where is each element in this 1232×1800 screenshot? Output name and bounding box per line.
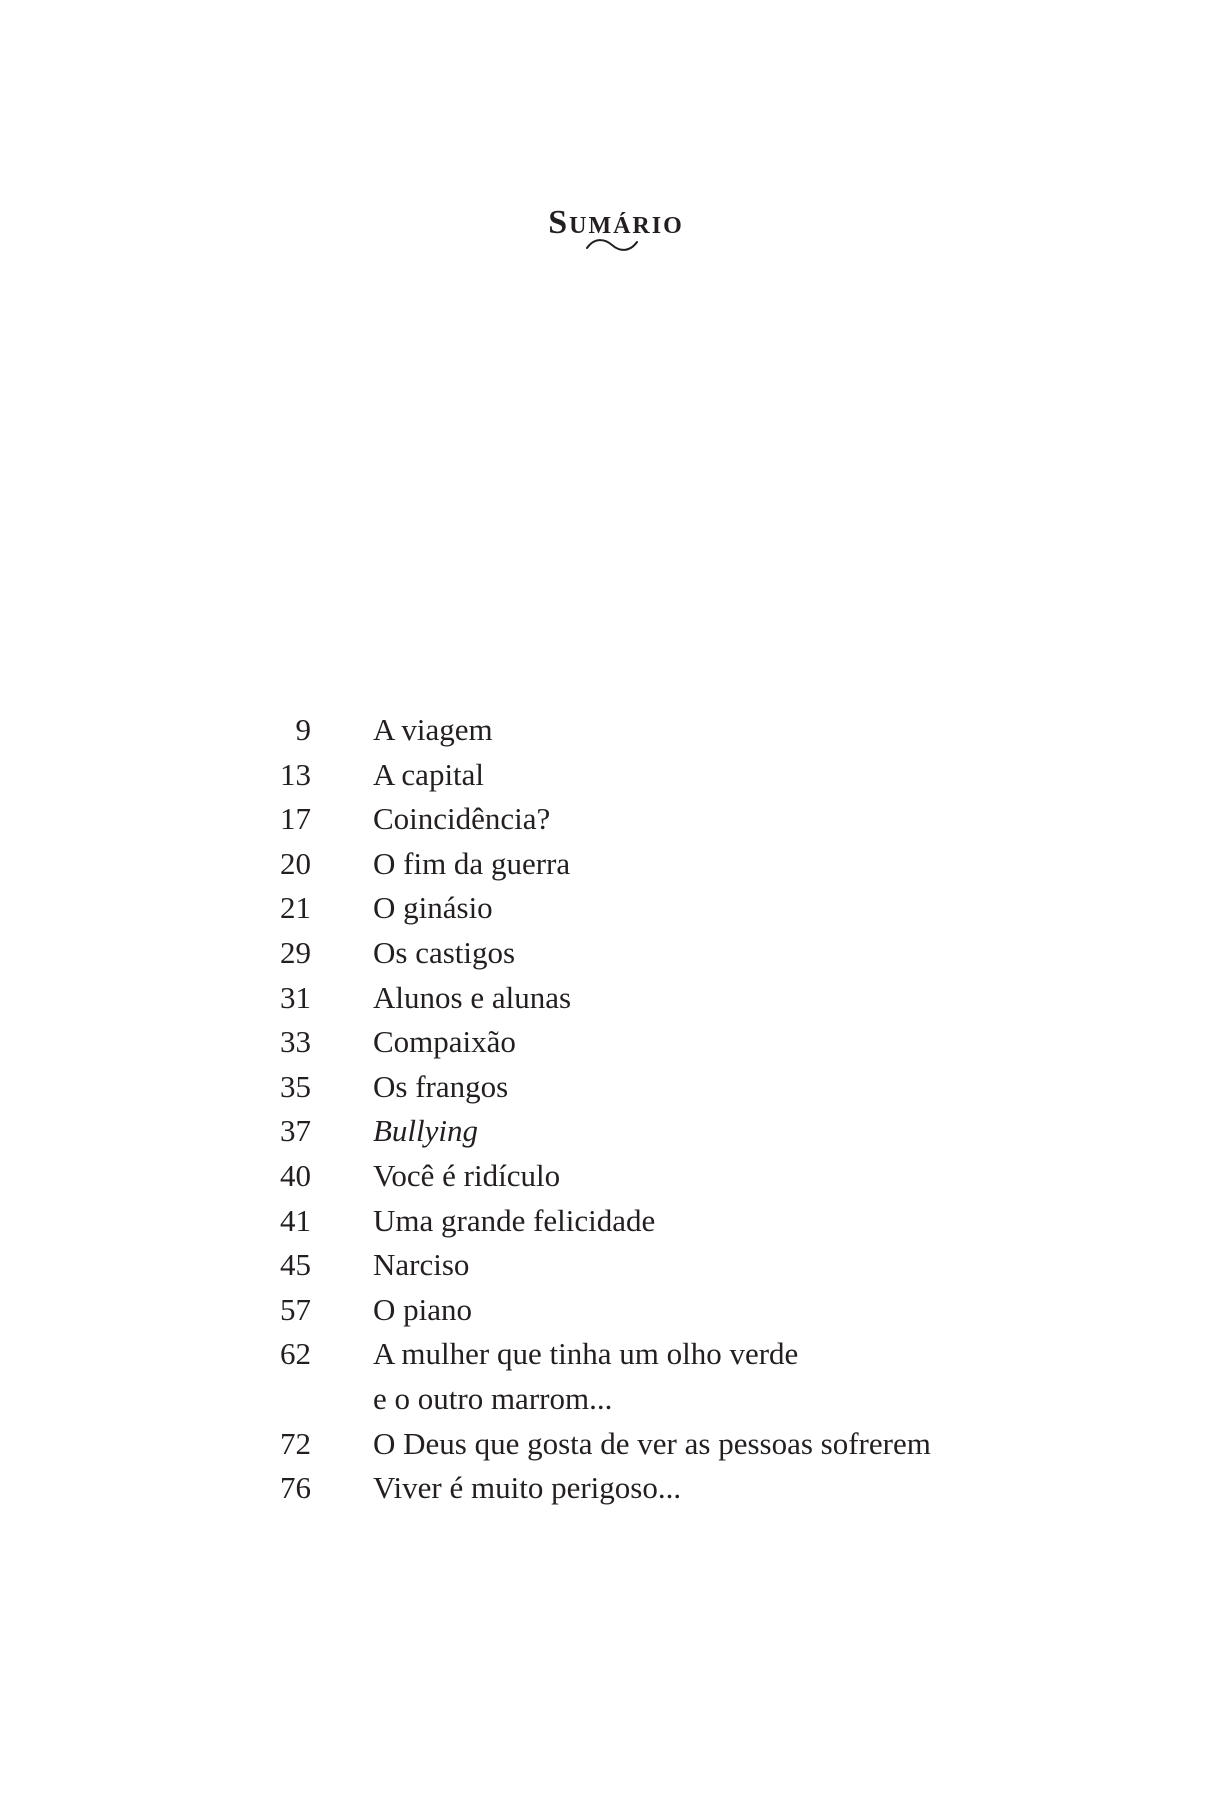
toc-page-number: 17 — [280, 801, 311, 837]
toc-chapter-title: Uma grande felicidade — [373, 1202, 656, 1238]
toc-chapter-title: O Deus que gosta de ver as pessoas sofrerem — [373, 1425, 931, 1461]
toc-entry[interactable] — [270, 1020, 1090, 1065]
toc-chapter-title: O piano — [373, 1291, 473, 1327]
toc-page-number: 9 — [295, 712, 311, 747]
tilde-ornament-icon — [584, 236, 640, 254]
toc-page-number: 41 — [280, 1202, 311, 1238]
toc-chapter-title: Os castigos — [373, 934, 516, 970]
toc-entry[interactable] — [270, 1288, 1090, 1333]
toc-page-number: 45 — [280, 1247, 311, 1283]
toc-page-number: 37 — [280, 1113, 311, 1149]
toc-entry-multiline[interactable] — [270, 1332, 1090, 1421]
toc-entry[interactable] — [270, 1109, 1090, 1154]
toc-entry[interactable] — [270, 842, 1090, 887]
toc-entry[interactable] — [270, 1154, 1090, 1199]
toc-chapter-title: O fim da guerra — [373, 845, 571, 881]
toc-entry[interactable] — [270, 1466, 1090, 1511]
toc-chapter-title: Coincidência? — [373, 801, 551, 837]
toc-chapter-title: Os frangos — [373, 1068, 509, 1104]
toc-entry[interactable] — [270, 797, 1090, 842]
toc-entry[interactable] — [270, 1199, 1090, 1244]
toc-page-number: 62 — [280, 1336, 311, 1372]
toc-page-number: 29 — [280, 934, 311, 970]
toc-page-number: 35 — [280, 1068, 311, 1104]
toc-chapter-title: Narciso — [373, 1247, 470, 1283]
toc-entry[interactable] — [270, 976, 1090, 1021]
toc-chapter-title: Viver é muito perigoso... — [373, 1470, 682, 1506]
toc-entry[interactable] — [270, 1243, 1090, 1288]
toc-entry[interactable] — [270, 708, 1090, 753]
toc-page-number: 57 — [280, 1291, 311, 1327]
toc-page-number: 13 — [280, 756, 311, 792]
toc-page-number: 31 — [280, 979, 311, 1015]
toc-chapter-title: Alunos e alunas — [373, 979, 572, 1015]
table-of-contents — [270, 708, 1090, 1511]
toc-chapter-title: A capital — [373, 756, 485, 792]
toc-entry[interactable] — [270, 1065, 1090, 1110]
toc-entry[interactable] — [270, 886, 1090, 931]
toc-entry[interactable] — [270, 1422, 1090, 1467]
page-title: Sumário — [548, 203, 684, 241]
toc-entry[interactable] — [270, 753, 1090, 798]
toc-chapter-title: Compaixão — [373, 1024, 516, 1060]
toc-chapter-title: A viagem — [373, 712, 493, 747]
toc-page-number: 72 — [280, 1425, 311, 1461]
toc-chapter-title-continuation: e o outro marrom... — [373, 1380, 613, 1416]
toc-page-number: 40 — [280, 1157, 311, 1193]
toc-page-number: 33 — [280, 1024, 311, 1060]
toc-page-number: 21 — [280, 890, 311, 926]
toc-chapter-title: Você é ridículo — [373, 1157, 561, 1193]
toc-page-number: 20 — [280, 845, 311, 881]
toc-chapter-title: O ginásio — [373, 890, 493, 926]
toc-chapter-title: A mulher que tinha um olho verde — [373, 1336, 799, 1372]
toc-entry[interactable] — [270, 931, 1090, 976]
toc-chapter-title: Bullying — [373, 1113, 479, 1149]
toc-page-number: 76 — [280, 1470, 311, 1506]
